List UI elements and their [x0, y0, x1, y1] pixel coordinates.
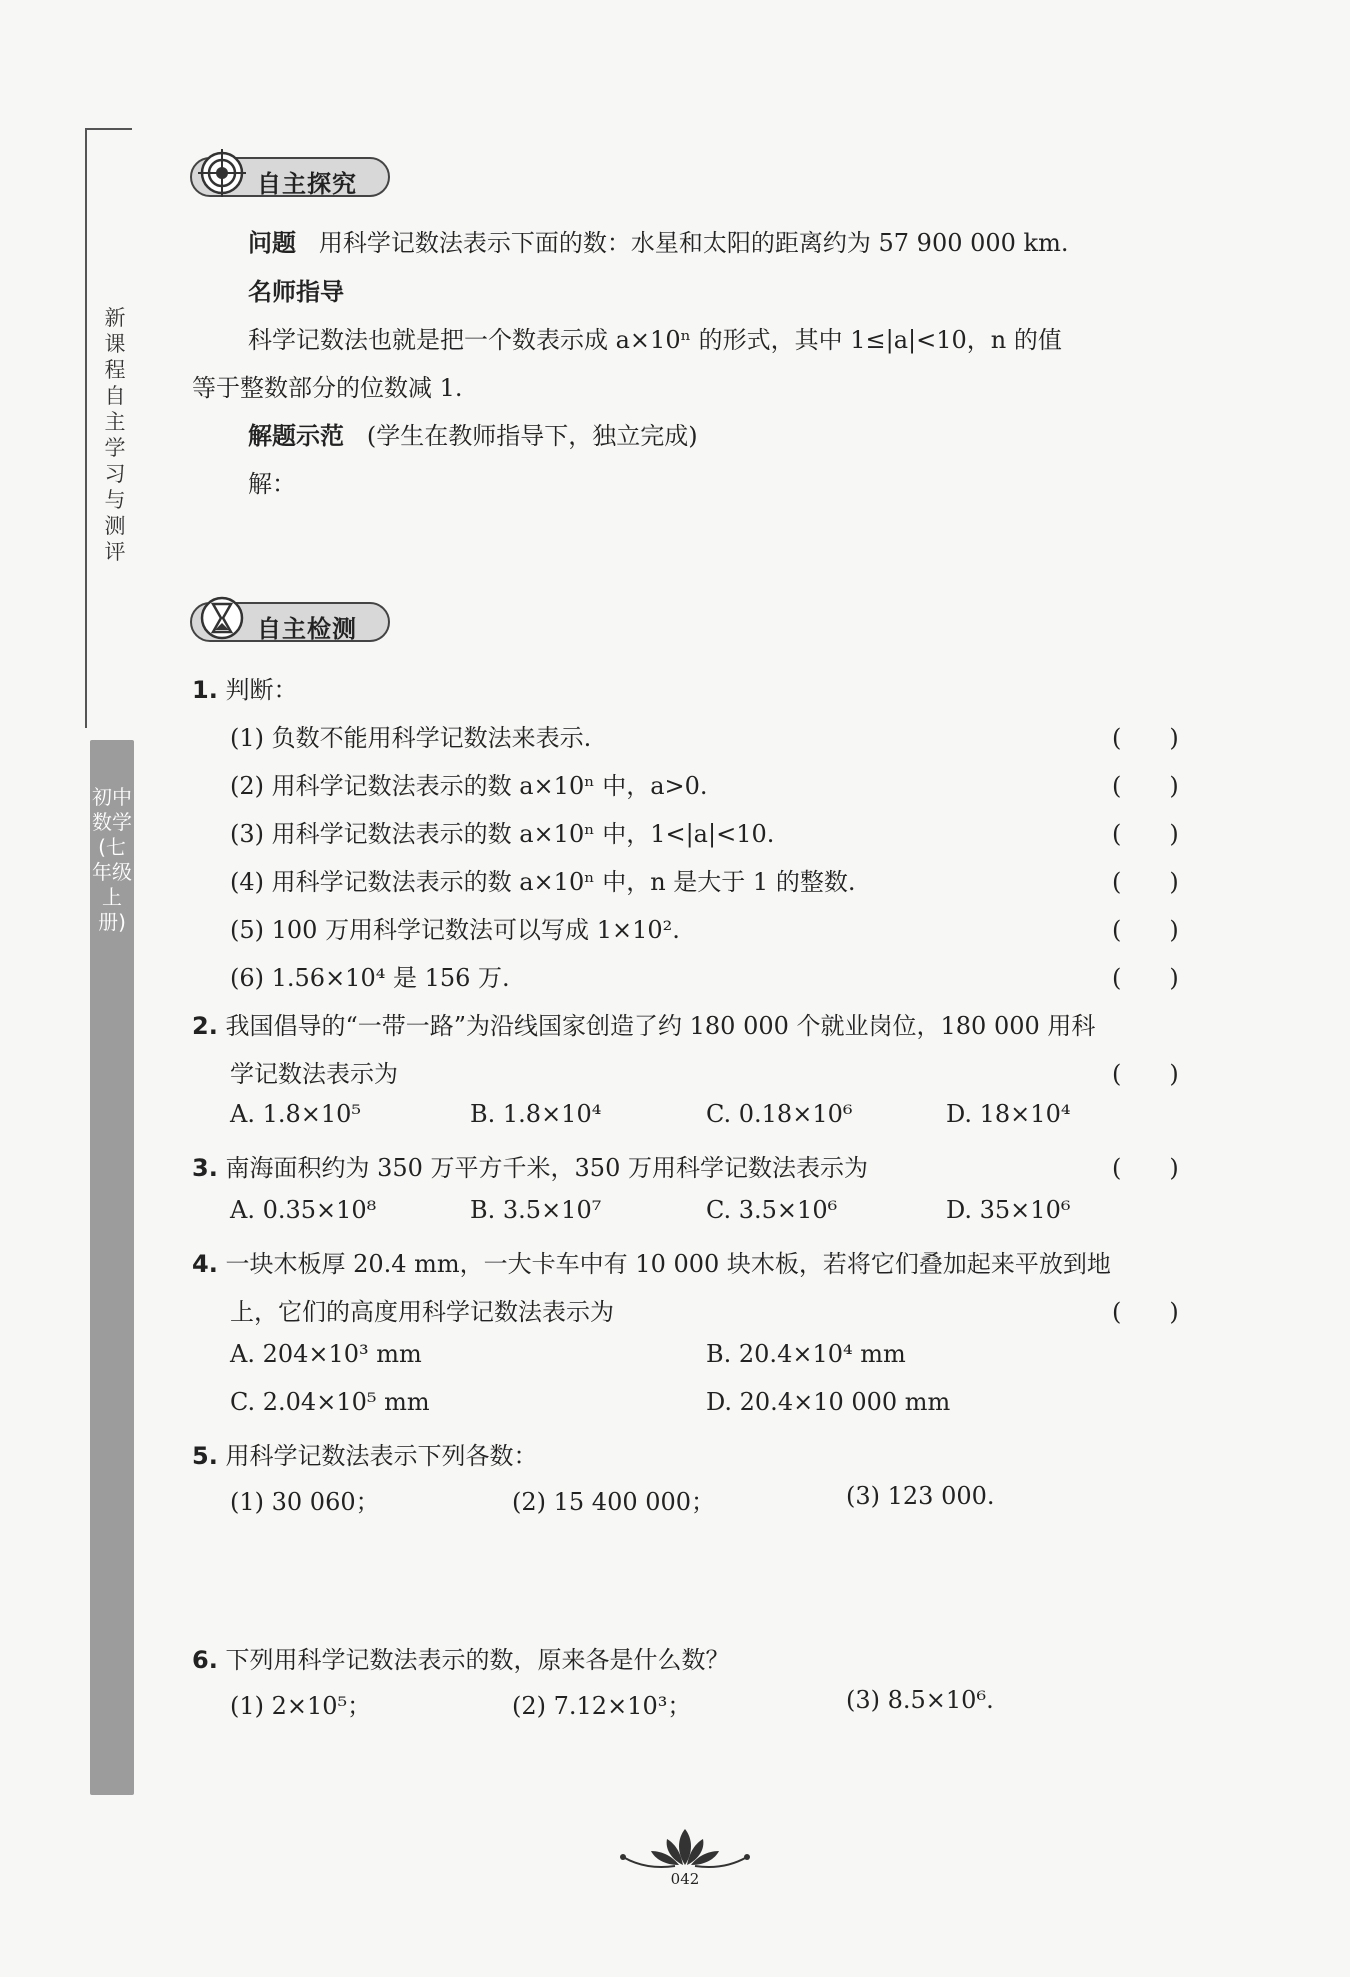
q6-item-3: (3) 8.5×10⁶.: [846, 1686, 994, 1714]
q3-option-a: A. 0.35×10⁸: [230, 1196, 377, 1224]
leaf-ornament-icon: [615, 1825, 755, 1875]
hourglass-icon: [196, 592, 248, 644]
sidebar-rule: [85, 128, 87, 728]
problem-text: 用科学记数法表示下面的数：水星和太阳的距离约为 57 900 000 km.: [318, 229, 1069, 257]
section-badge-explore: [190, 157, 390, 197]
q5-item-1: (1) 30 060；: [230, 1488, 380, 1516]
problem-label: 问题: [248, 229, 296, 257]
section-title: 自主探究: [257, 170, 357, 198]
q4-line-2: 上，它们的高度用科学记数法表示为: [230, 1298, 614, 1326]
problem-line: [248, 223, 1069, 258]
q2-option-a: A. 1.8×10⁵: [230, 1100, 362, 1128]
q1-item-4: (4) 用科学记数法表示的数 a×10ⁿ 中，n 是大于 1 的整数.: [230, 868, 856, 896]
q4-option-b: B. 20.4×10⁴ mm: [706, 1340, 906, 1368]
q2-option-d: D. 18×10⁴: [946, 1100, 1071, 1128]
question-2: 2. 我国倡导的“一带一路”为沿线国家创造了约 180 000 个就业岗位，180 000 用科: [192, 1012, 1096, 1040]
answer-blank[interactable]: ( ): [1112, 868, 1179, 896]
q1-item-3: (3) 用科学记数法表示的数 a×10ⁿ 中，1<|a|<10.: [230, 820, 775, 848]
answer-blank[interactable]: ( ): [1112, 820, 1179, 848]
demo-line: [248, 416, 698, 451]
answer-blank[interactable]: ( ): [1112, 1298, 1179, 1326]
q4-option-d: D. 20.4×10 000 mm: [706, 1388, 951, 1416]
answer-blank[interactable]: ( ): [1112, 916, 1179, 944]
answer-blank[interactable]: ( ): [1112, 724, 1179, 752]
q4-option-c: C. 2.04×10⁵ mm: [230, 1388, 430, 1416]
q2-option-c: C. 0.18×10⁶: [706, 1100, 853, 1128]
question-3: 3. 南海面积约为 350 万平方千米，350 万用科学记数法表示为: [192, 1154, 868, 1182]
section-title: 自主检测: [257, 615, 357, 643]
answer-blank[interactable]: ( ): [1112, 772, 1179, 800]
question-6: 6. 下列用科学记数法表示的数，原来各是什么数？: [192, 1646, 730, 1674]
section-badge-test: [190, 602, 390, 642]
sidebar-series-title: 新课程自主学习与测评: [104, 306, 126, 564]
q1-item-1: (1) 负数不能用科学记数法来表示.: [230, 724, 592, 752]
q3-option-b: B. 3.5×10⁷: [470, 1196, 602, 1224]
guide-line-1: 科学记数法也就是把一个数表示成 a×10ⁿ 的形式，其中 1≤|a|<10，n 的值: [248, 326, 1062, 354]
demo-label: 解题示范: [248, 422, 344, 450]
sidebar-book-title: 初中数学(七年级上册): [92, 785, 132, 934]
q4-option-a: A. 204×10³ mm: [230, 1340, 422, 1368]
question-1: 1. 判断：: [192, 676, 298, 704]
q3-option-d: D. 35×10⁶: [946, 1196, 1071, 1224]
sidebar-rule-top: [87, 128, 132, 130]
q6-item-2: (2) 7.12×10³；: [512, 1692, 692, 1720]
q5-item-2: (2) 15 400 000；: [512, 1488, 716, 1516]
demo-note: (学生在教师指导下，独立完成): [366, 422, 698, 450]
target-icon: [196, 147, 248, 199]
q2-line-2: 学记数法表示为: [230, 1060, 398, 1088]
guide-line-2: 等于整数部分的位数减 1.: [192, 374, 463, 402]
question-5: 5. 用科学记数法表示下列各数：: [192, 1442, 538, 1470]
page-number: 042: [670, 1870, 700, 1888]
q2-option-b: B. 1.8×10⁴: [470, 1100, 602, 1128]
answer-blank[interactable]: ( ): [1112, 964, 1179, 992]
q1-item-6: (6) 1.56×10⁴ 是 156 万.: [230, 964, 510, 992]
answer-blank[interactable]: ( ): [1112, 1060, 1179, 1088]
q1-item-5: (5) 100 万用科学记数法可以写成 1×10².: [230, 916, 680, 944]
q5-item-3: (3) 123 000.: [846, 1482, 995, 1510]
q3-option-c: C. 3.5×10⁶: [706, 1196, 838, 1224]
answer-blank[interactable]: ( ): [1112, 1154, 1179, 1182]
guide-label: 名师指导: [248, 278, 344, 306]
q6-item-1: (1) 2×10⁵；: [230, 1692, 372, 1720]
q1-item-2: (2) 用科学记数法表示的数 a×10ⁿ 中，a>0.: [230, 772, 708, 800]
question-4: 4. 一块木板厚 20.4 mm，一大卡车中有 10 000 块木板，若将它们叠加起来平放到地: [192, 1250, 1111, 1278]
solution-label: 解：: [248, 470, 296, 498]
